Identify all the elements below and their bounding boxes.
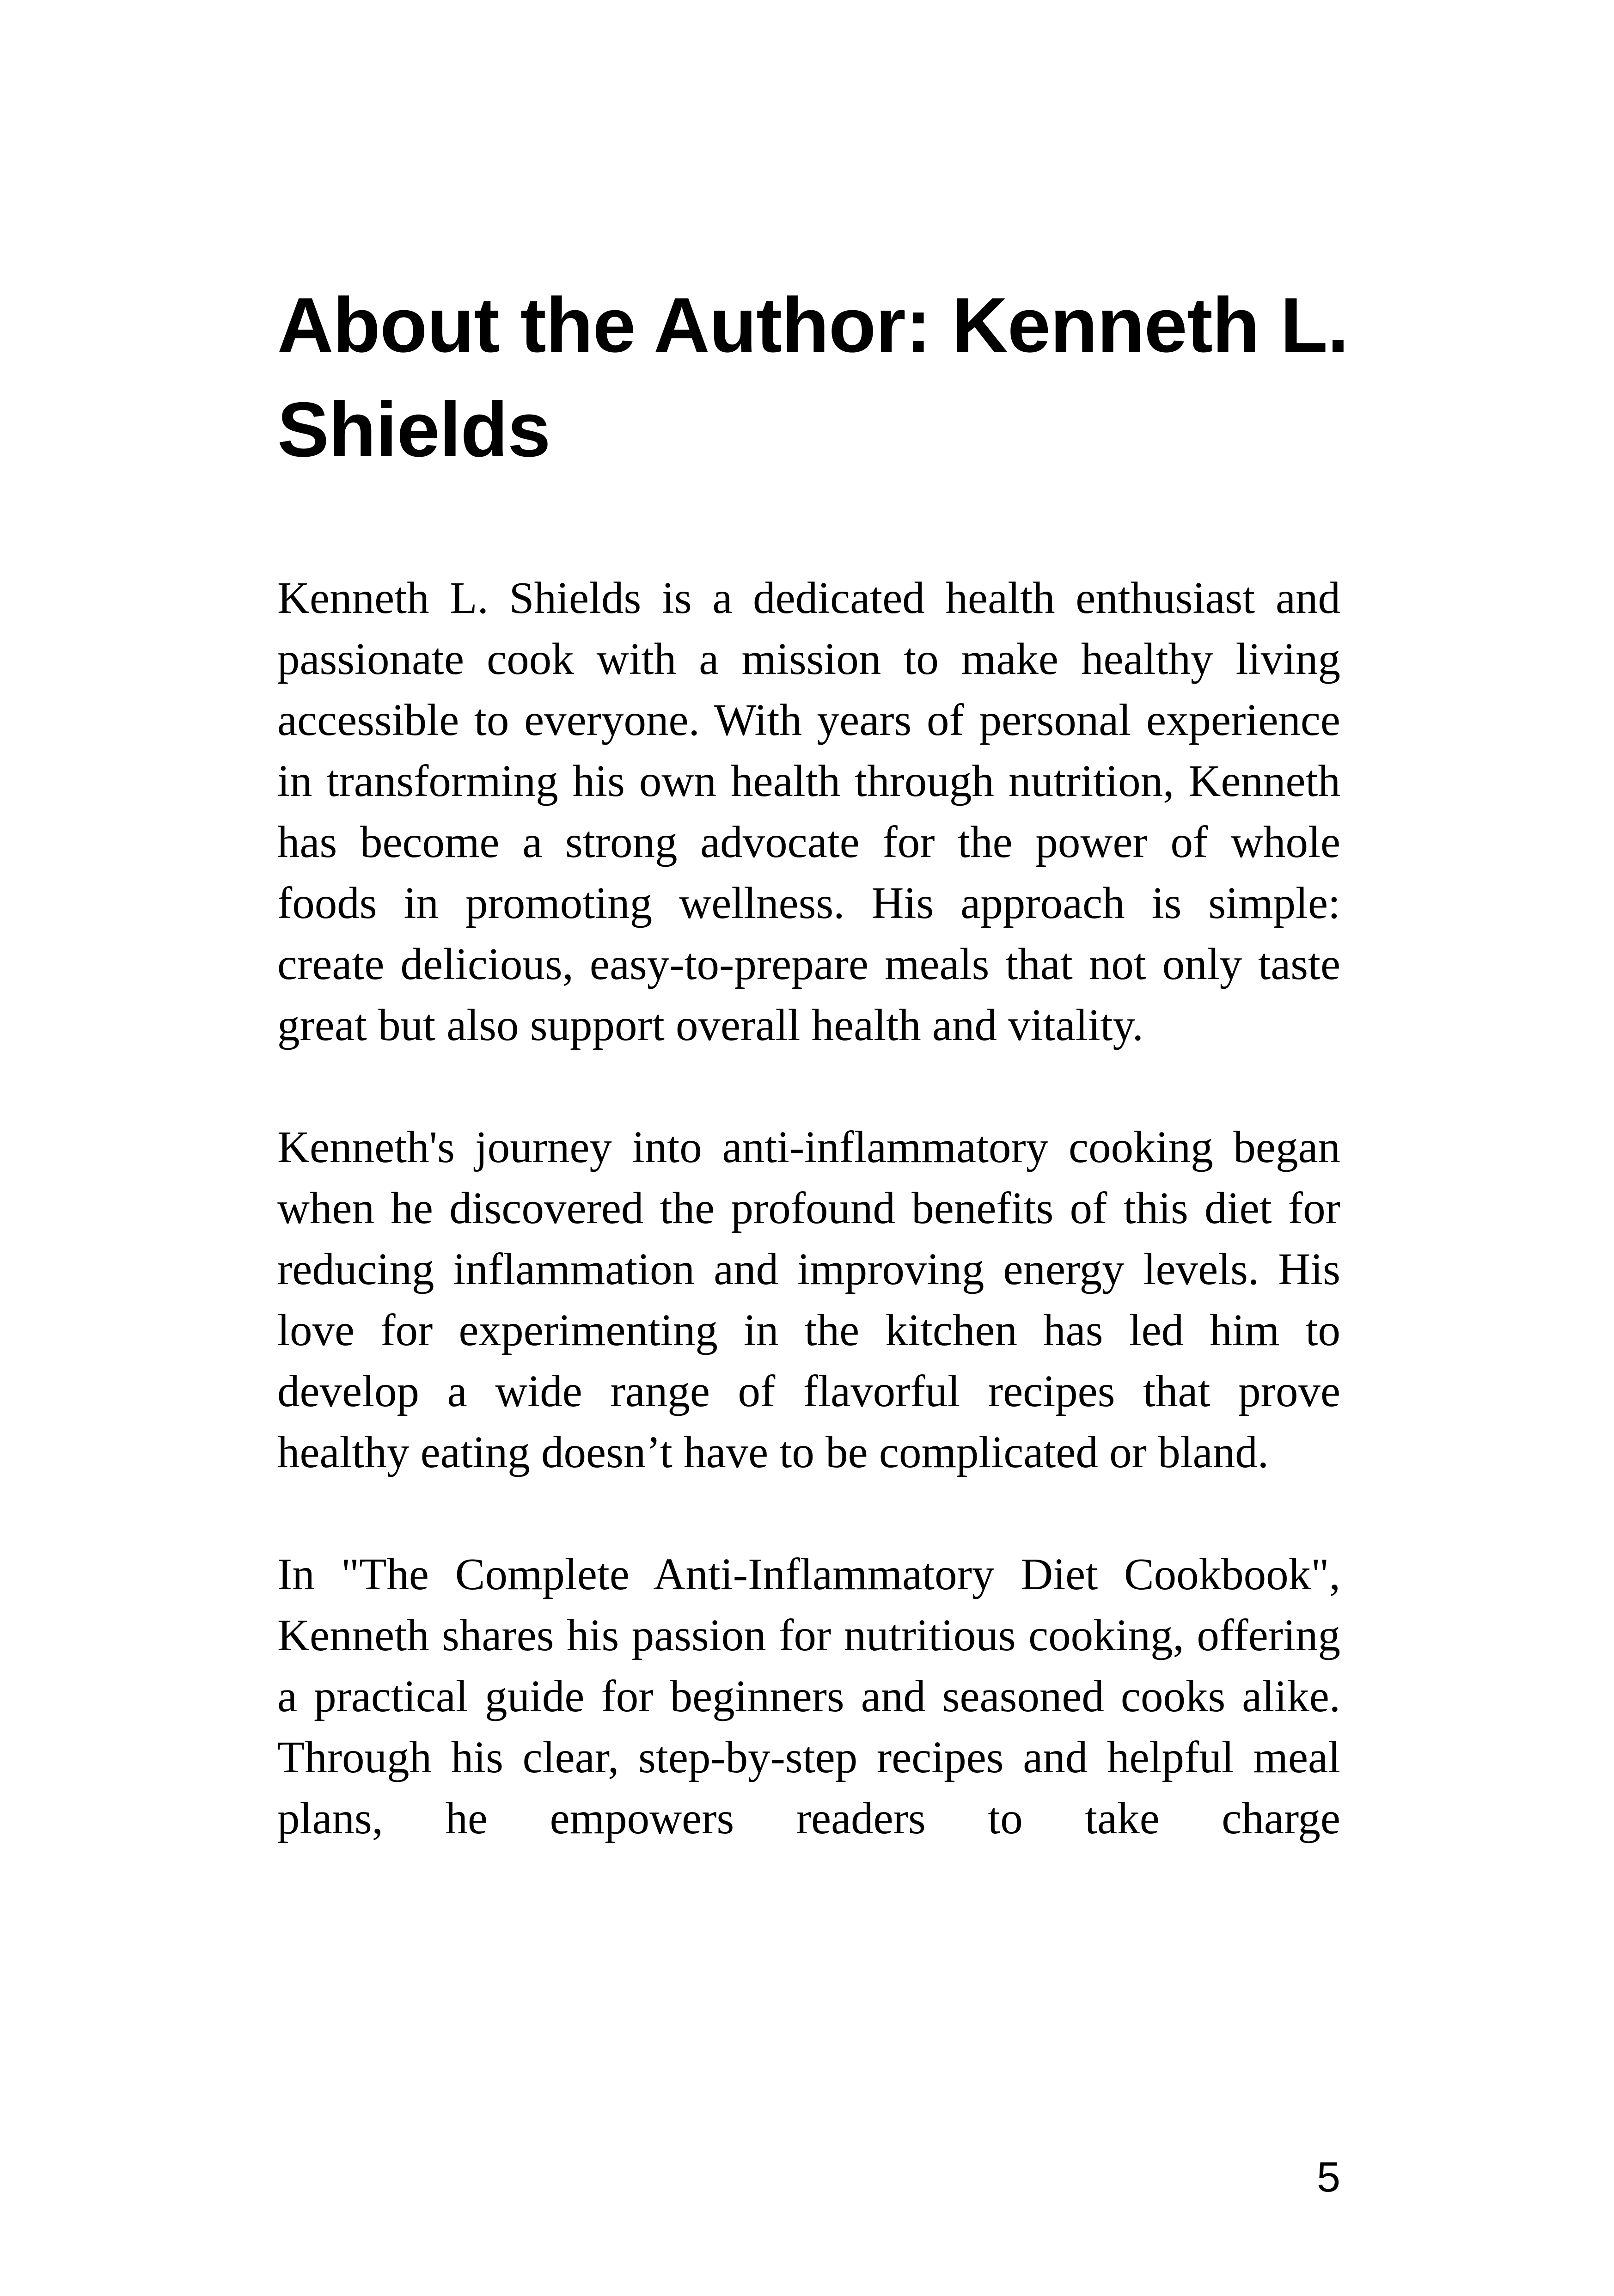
page-number: 5: [1316, 2154, 1340, 2201]
paragraph-2: Kenneth's journey into anti-inflammatory cooking began when he discovered the profound benefits of this diet for reducing inflammation and improving energy levels. His love for experimenting in the kitchen has led him to develop a wide range of flavorful recipes that prove healthy eating doesn’t have to be complicated or bland.: [277, 1122, 1340, 1477]
paragraph-1: Kenneth L. Shields is a dedicated health enthusiast and passionate cook with a mission to make healthy living accessible to everyone. With years of personal experience in transforming his own health through nutrition, Kenneth has become a strong advocate for the power of whole foods in promoting wellness. His approach is simple: create delicious, easy-to-prepare meals that not only taste great but also support overall health and vitality.: [277, 573, 1340, 1050]
page-title: About the Author: Kenneth L. Shields: [277, 282, 1349, 473]
paragraph-3: In "The Complete Anti-Inflammatory Diet Cookbook", Kenneth shares his passion for nutritious cooking, offering a practical guide for beginners and seasoned cooks alike. Through his clear, step-by-step recipes and helpful meal plans, he empowers readers to take charge: [277, 1549, 1340, 1843]
body-text: [277, 568, 1340, 1849]
